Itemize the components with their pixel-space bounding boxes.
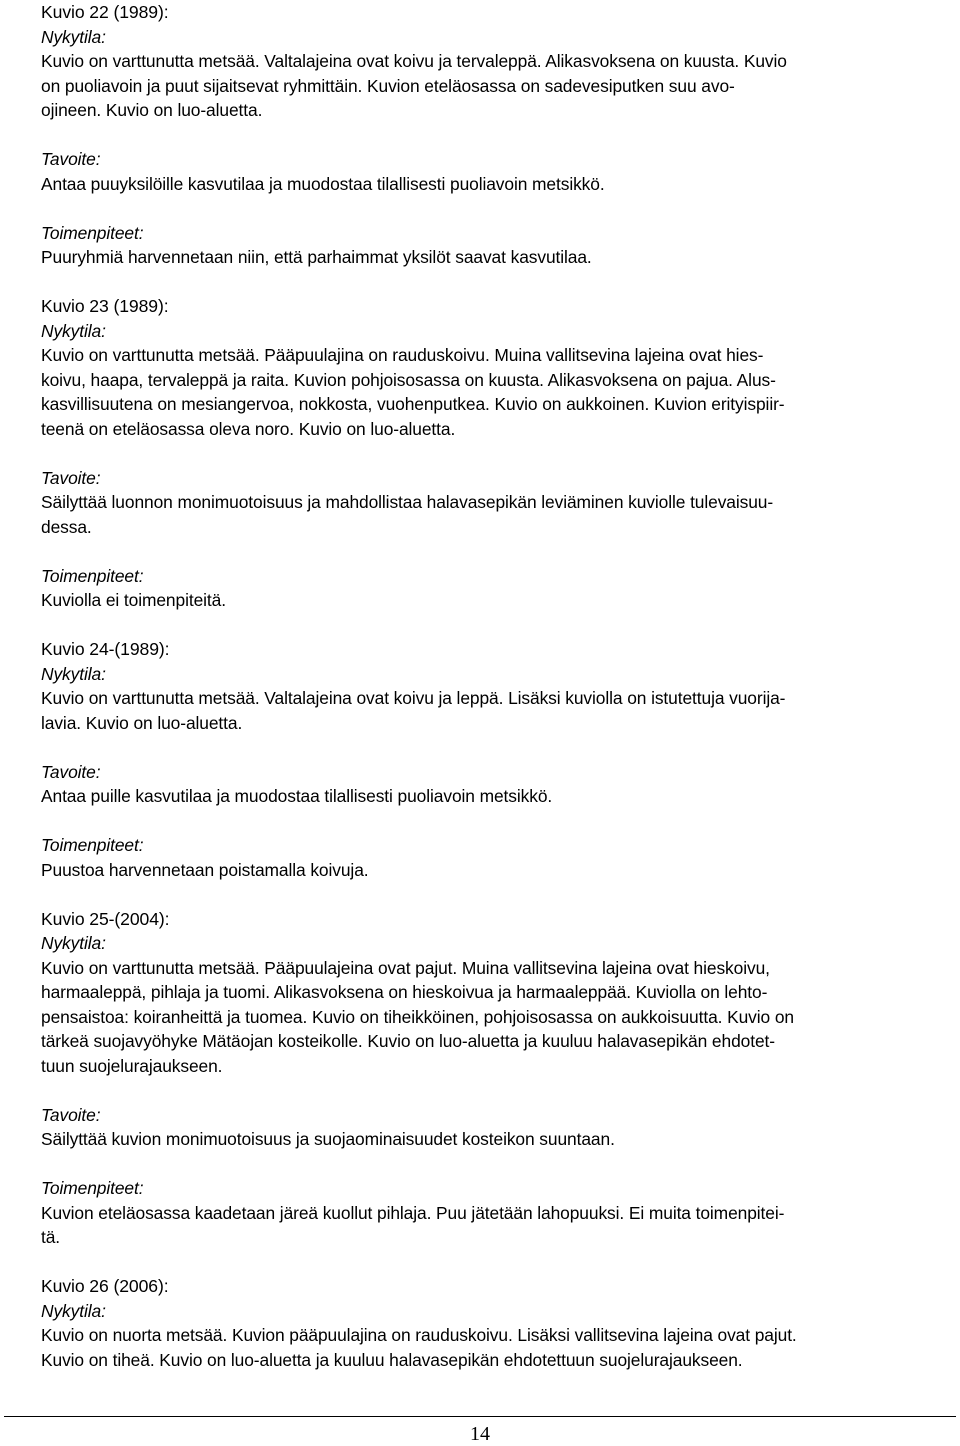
goal-label: Tavoite:: [41, 1104, 101, 1125]
section-kuvio-24: [41, 637, 953, 907]
paragraph-gap: [41, 196, 953, 221]
section-kuvio-26: [41, 1274, 953, 1372]
section-gap: [41, 270, 953, 295]
section-heading: Kuvio 23 (1989):: [41, 296, 169, 316]
section-heading: Kuvio 24-(1989):: [41, 639, 170, 659]
paragraph-gap: [41, 123, 953, 148]
state-text-line: harmaaleppä, pihlaja ja tuomi. Alikasvoksena on hieskoivua ja harmaaleppää. Kuviolla on lehto-: [41, 982, 768, 1002]
state-label: Nykytila:: [41, 1300, 106, 1321]
paragraph-gap: [41, 809, 953, 834]
actions-text-line: Kuviolla ei toimenpiteitä.: [41, 590, 226, 610]
state-text-line: teenä on eteläosassa oleva noro. Kuvio on luo-aluetta.: [41, 418, 456, 439]
section-gap: [41, 613, 953, 638]
actions-label: Toimenpiteet:: [41, 565, 144, 586]
paragraph-gap: [41, 441, 953, 466]
page-number: 14: [470, 1423, 490, 1445]
footer-divider: [4, 1416, 956, 1417]
state-text-line: lavia. Kuvio on luo-aluetta.: [41, 712, 243, 733]
goal-text-line: Antaa puille kasvutilaa ja muodostaa tilallisesti puoliavoin metsikkö.: [41, 786, 553, 806]
state-text-line: tuun suojelurajaukseen.: [41, 1055, 223, 1076]
state-text-line: tärkeä suojavyöhyke Mätäojan kosteikolle. Kuvio on luo-aluetta ja kuuluu halavasepikän ehdotet-: [41, 1031, 775, 1051]
goal-text-line: Antaa puuyksilöille kasvutilaa ja muodostaa tilallisesti puoliavoin metsikkö.: [41, 173, 605, 194]
state-text-line: Kuvio on varttunutta metsää. Pääpuulajeina ovat pajut. Muina vallitsevina lajeina ovat hieskoivu,: [41, 957, 770, 978]
section-gap: [41, 1250, 953, 1275]
goal-label: Tavoite:: [41, 761, 101, 782]
goal-label: Tavoite:: [41, 467, 101, 488]
state-text-line: Kuvio on nuorta metsää. Kuvion pääpuulajina on rauduskoivu. Lisäksi vallitsevina lajeina ovat pajut.: [41, 1325, 797, 1345]
state-label: Nykytila:: [41, 933, 106, 953]
actions-text-line: Kuvion eteläosassa kaadetaan järeä kuollut pihlaja. Puu jätetään lahopuuksi. Ei muita toimenpitei-: [41, 1202, 785, 1223]
actions-label: Toimenpiteet:: [41, 1178, 144, 1198]
goal-label: Tavoite:: [41, 149, 101, 169]
section-heading: Kuvio 22 (1989):: [41, 2, 169, 22]
paragraph-gap: [41, 539, 953, 564]
goal-text-line: dessa.: [41, 516, 92, 537]
state-text-line: ojineen. Kuvio on luo-aluetta.: [41, 100, 263, 120]
state-text-line: Kuvio on tiheä. Kuvio on luo-aluetta ja kuuluu halavasepikän ehdotettuun suojelurajaukseen.: [41, 1349, 743, 1370]
document-page: [41, 0, 953, 1372]
section-kuvio-25: [41, 907, 953, 1275]
goal-text-line: Säilyttää luonnon monimuotoisuus ja mahdollistaa halavasepikän leviäminen kuviolle tulevaisuu-: [41, 492, 774, 512]
state-label: Nykytila:: [41, 663, 106, 684]
section-heading: Kuvio 26 (2006):: [41, 1276, 169, 1296]
state-text-line: Kuvio on varttunutta metsää. Valtalajeina ovat koivu ja leppä. Lisäksi kuviolla on istutettuja vuorija-: [41, 688, 786, 708]
state-label: Nykytila:: [41, 26, 106, 47]
section-kuvio-22: [41, 0, 953, 294]
paragraph-gap: [41, 735, 953, 760]
state-text-line: koivu, haapa, tervaleppä ja raita. Kuvion pohjoisosassa on kuusta. Alikasvoksena on pajua. Alus-: [41, 369, 776, 390]
state-text-line: Kuvio on varttunutta metsää. Valtalajeina ovat koivu ja tervaleppä. Alikasvoksena on kuusta. Kuvio: [41, 51, 787, 71]
section-heading: Kuvio 25-(2004):: [41, 908, 170, 929]
actions-text-line: tä.: [41, 1227, 61, 1247]
state-text-line: on puoliavoin ja puut sijaitsevat ryhmittäin. Kuvion eteläosassa on sadevesiputken suu avo-: [41, 75, 735, 96]
actions-text-line: Puuryhmiä harvennetaan niin, että parhaimmat yksilöt saavat kasvutilaa.: [41, 247, 592, 267]
goal-text-line: Säilyttää kuvion monimuotoisuus ja suojaominaisuudet kosteikon suuntaan.: [41, 1129, 615, 1149]
paragraph-gap: [41, 1152, 953, 1177]
state-label: Nykytila:: [41, 320, 106, 341]
paragraph-gap: [41, 1078, 953, 1103]
state-text-line: pensaistoa: koiranheittä ja tuomea. Kuvio on tiheikköinen, pohjoisosassa on aukkoisuutta. Kuvio on: [41, 1006, 794, 1027]
section-kuvio-23: [41, 294, 953, 637]
state-text-line: kasvillisuutena on mesiangervoa, nokkosta, vuohenputkea. Kuvio on aukkoinen. Kuvion erityispiir-: [41, 394, 785, 414]
actions-text-line: Puustoa harvennetaan poistamalla koivuja.: [41, 859, 369, 880]
section-gap: [41, 882, 953, 907]
actions-label: Toimenpiteet:: [41, 835, 144, 855]
actions-label: Toimenpiteet:: [41, 222, 144, 243]
state-text-line: Kuvio on varttunutta metsää. Pääpuulajina on rauduskoivu. Muina vallitsevina lajeina ovat hies-: [41, 345, 764, 365]
